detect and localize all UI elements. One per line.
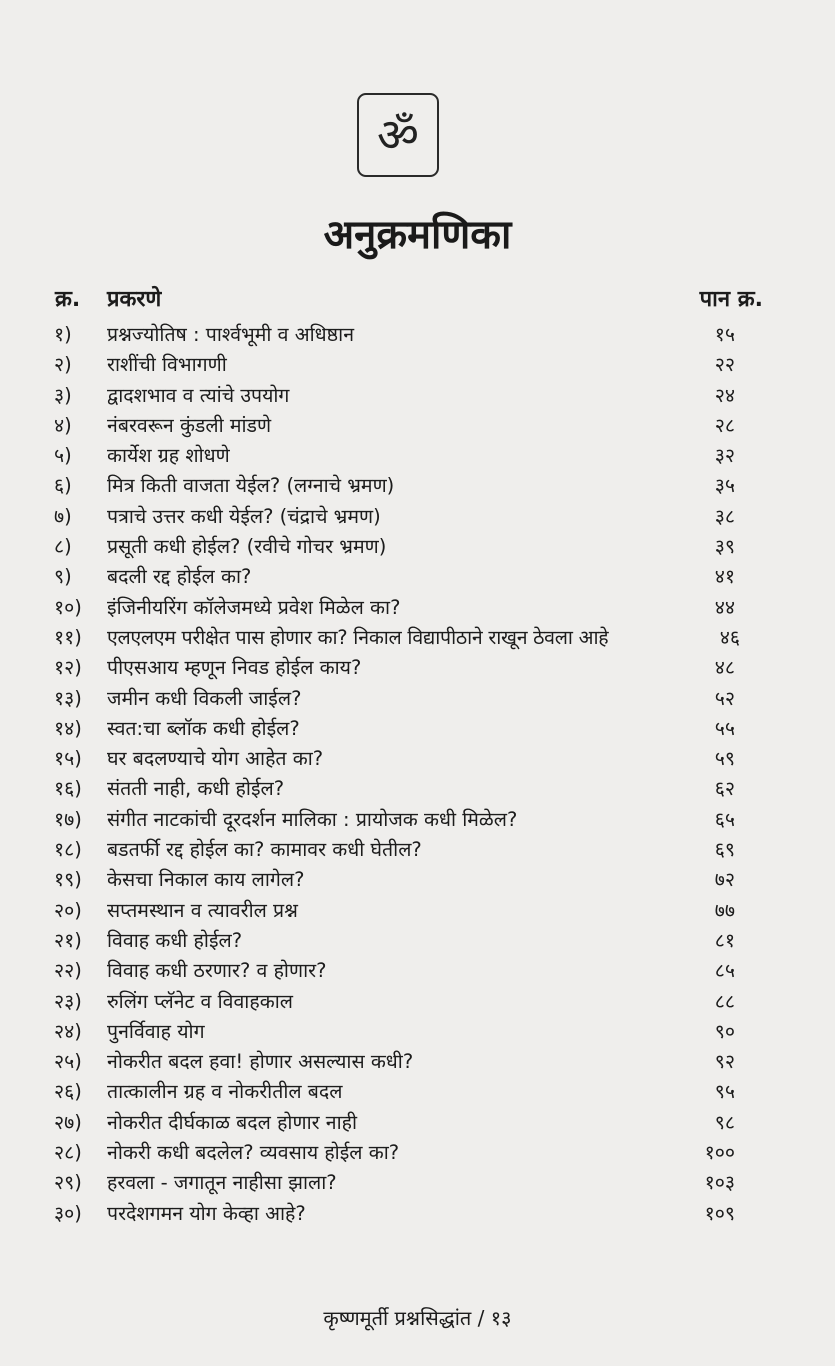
toc-entry-title: संतती नाही, कधी होईल?: [107, 777, 285, 801]
toc-entry-title: विवाह कधी होईल?: [107, 928, 243, 952]
toc-entry-title: इंजिनीयरिंग कॉलेजमध्ये प्रवेश मिळेल का?: [107, 595, 401, 619]
toc-entry-number: १५): [54, 747, 82, 771]
toc-row: [0, 1047, 835, 1077]
toc-entry-title: सप्तमस्थान व त्यावरील प्रश्न: [107, 898, 298, 922]
toc-entry-page: ९८: [714, 1110, 735, 1134]
toc-entry-number: ११): [54, 625, 82, 649]
toc-entry-number: २६): [54, 1080, 82, 1104]
toc-entry-number: १७): [54, 807, 82, 831]
header-chapters: प्रकरणे: [107, 287, 162, 312]
toc-entry-number: १६): [54, 777, 82, 801]
toc-entry-number: ३): [54, 383, 72, 407]
toc-row: [0, 593, 835, 623]
toc-entry-number: ५): [54, 444, 72, 468]
toc-entry-number: २१): [54, 928, 82, 952]
toc-entry-page: ८१: [714, 928, 735, 952]
toc-entry-title: विवाह कधी ठरणार? व होणार?: [107, 959, 327, 983]
toc-entry-number: ८): [54, 535, 72, 559]
toc-entry-page: ५९: [714, 747, 735, 771]
toc-row: [0, 350, 835, 380]
toc-row: [0, 1199, 835, 1229]
toc-entry-title: स्वत:चा ब्लॉक कधी होईल?: [107, 716, 300, 740]
toc-entry-title: नोकरी कधी बदलेल? व्यवसाय होईल का?: [107, 1141, 400, 1165]
toc-entry-title: प्रसूती कधी होईल? (रवीचे गोचर भ्रमण): [107, 535, 387, 559]
toc-entry-number: १३): [54, 686, 82, 710]
toc-entry-title: पुनर्विवाह योग: [107, 1019, 205, 1043]
toc-row: [0, 1138, 835, 1168]
toc-row: [0, 562, 835, 592]
toc-row: [0, 320, 835, 350]
toc-entry-page: ४६: [719, 625, 740, 649]
toc-row: [0, 987, 835, 1017]
toc-row: [0, 896, 835, 926]
toc-entry-title: तात्कालीन ग्रह व नोकरीतील बदल: [107, 1080, 343, 1104]
toc-row: [0, 1108, 835, 1138]
toc-entry-page: ६५: [714, 807, 735, 831]
toc-row: [0, 441, 835, 471]
toc-entry-number: २९): [54, 1171, 82, 1195]
toc-entry-number: १८): [54, 838, 82, 862]
toc-entry-title: नोकरीत दीर्घकाळ बदल होणार नाही: [107, 1110, 358, 1134]
toc-entry-number: ९): [54, 565, 72, 589]
toc-entry-number: ४): [54, 413, 72, 437]
toc-entry-number: १४): [54, 716, 82, 740]
toc-entry-page: ४१: [714, 565, 735, 589]
toc-entry-number: २३): [54, 989, 82, 1013]
toc-entry-page: ९२: [714, 1050, 735, 1074]
toc-entry-page: ६२: [714, 777, 735, 801]
toc-row: [0, 956, 835, 986]
header-page-number: पान क्र.: [699, 287, 763, 312]
toc-entry-number: २०): [54, 898, 82, 922]
toc-entry-number: २): [54, 353, 72, 377]
toc-entry-title: हरवला - जगातून नाहीसा झाला?: [107, 1171, 337, 1195]
toc-entry-number: २५): [54, 1050, 82, 1074]
toc-entry-title: प्रश्नज्योतिष : पार्श्वभूमी व अधिष्ठान: [107, 323, 355, 346]
toc-entry-page: ९०: [714, 1019, 735, 1043]
toc-entry-page: १५: [714, 323, 735, 346]
toc-entry-page: ५२: [714, 686, 735, 710]
toc-entry-page: ३८: [714, 504, 735, 528]
toc-entry-title: नोकरीत बदल हवा! होणार असल्यास कधी?: [107, 1050, 414, 1074]
toc-entry-page: ३२: [714, 444, 735, 468]
toc-entry-number: १२): [54, 656, 82, 680]
toc-entry-number: १०): [54, 595, 82, 619]
toc-row: [0, 502, 835, 532]
toc-entry-number: ७): [54, 504, 72, 528]
toc-entry-number: २२): [54, 959, 82, 983]
toc-entry-title: राशींची विभागणी: [107, 353, 227, 377]
toc-entry-page: १००: [704, 1141, 735, 1165]
om-emblem: [357, 93, 439, 177]
toc-entry-page: ८५: [714, 959, 735, 983]
toc-entry-number: १): [54, 323, 72, 346]
toc-entry-page: ७२: [714, 868, 735, 892]
toc-entry-title: एलएलएम परीक्षेत पास होणार का? निकाल विद्यापीठाने राखून ठेवला आहे: [107, 625, 609, 649]
toc-row: [0, 381, 835, 411]
toc-entry-number: २७): [54, 1110, 82, 1134]
toc-entry-title: रुलिंग प्लॅनेट व विवाहकाल: [107, 989, 293, 1013]
toc-entry-page: २८: [714, 413, 735, 437]
toc-row: [0, 774, 835, 804]
toc-entry-page: ४८: [714, 656, 735, 680]
toc-entry-page: ४४: [714, 595, 735, 619]
toc-entry-title: पीएसआय म्हणून निवड होईल काय?: [107, 656, 362, 680]
toc-entry-title: केसचा निकाल काय लागेल?: [107, 868, 305, 892]
toc-entry-title: जमीन कधी विकली जाईल?: [107, 686, 302, 710]
toc-entry-page: २२: [714, 353, 735, 377]
toc-row: [0, 1168, 835, 1198]
toc-entry-page: ३९: [714, 535, 735, 559]
toc-row: [0, 1077, 835, 1107]
toc-entry-title: घर बदलण्याचे योग आहेत का?: [107, 747, 324, 771]
toc-entry-page: ५५: [714, 716, 735, 740]
toc-row: [0, 714, 835, 744]
toc-entry-title: परदेशगमन योग केव्हा आहे?: [107, 1201, 306, 1225]
toc-entry-title: बदली रद्द होईल का?: [107, 565, 252, 589]
toc-entry-title: पत्राचे उत्तर कधी येईल? (चंद्राचे भ्रमण): [107, 504, 381, 528]
toc-entry-number: २८): [54, 1141, 82, 1165]
toc-entry-title: द्वादशभाव व त्यांचे उपयोग: [107, 383, 290, 407]
toc-row: [0, 532, 835, 562]
toc-entry-title: नंबरवरून कुंडली मांडणे: [107, 413, 272, 437]
toc-entry-page: २४: [714, 383, 735, 407]
toc-row: [0, 471, 835, 501]
page-footer: कृष्णमूर्ती प्रश्नसिद्धांत / १३: [323, 1306, 512, 1330]
toc-entry-page: ३५: [714, 474, 735, 498]
toc-row: [0, 926, 835, 956]
toc-entry-number: १९): [54, 868, 82, 892]
toc-entry-number: २४): [54, 1019, 82, 1043]
toc-row: [0, 623, 835, 653]
toc-entry-title: संगीत नाटकांची दूरदर्शन मालिका : प्रायोजक कधी मिळेल?: [107, 807, 518, 831]
table-of-contents: [0, 320, 835, 1229]
toc-entry-title: मित्र किती वाजता येईल? (लग्नाचे भ्रमण): [107, 474, 395, 498]
toc-entry-title: बडतर्फी रद्द होईल का? कामावर कधी घेतील?: [107, 838, 422, 862]
toc-entry-number: ६): [54, 474, 72, 498]
toc-row: [0, 1017, 835, 1047]
toc-row: [0, 411, 835, 441]
toc-entry-page: ६९: [714, 838, 735, 862]
toc-entry-page: ८८: [714, 989, 735, 1013]
toc-row: [0, 805, 835, 835]
toc-entry-page: ७७: [714, 898, 735, 922]
page-title: अनुक्रमणिका: [323, 212, 512, 258]
toc-row: [0, 684, 835, 714]
om-icon: ॐ: [377, 108, 419, 162]
toc-row: [0, 744, 835, 774]
toc-entry-number: ३०): [54, 1201, 82, 1225]
toc-entry-page: ९५: [714, 1080, 735, 1104]
toc-entry-title: कार्येश ग्रह शोधणे: [107, 444, 230, 468]
header-number: क्र.: [55, 287, 81, 312]
toc-entry-page: १०९: [704, 1201, 735, 1225]
toc-row: [0, 653, 835, 683]
toc-row: [0, 835, 835, 865]
toc-row: [0, 865, 835, 895]
toc-entry-page: १०३: [704, 1171, 735, 1195]
